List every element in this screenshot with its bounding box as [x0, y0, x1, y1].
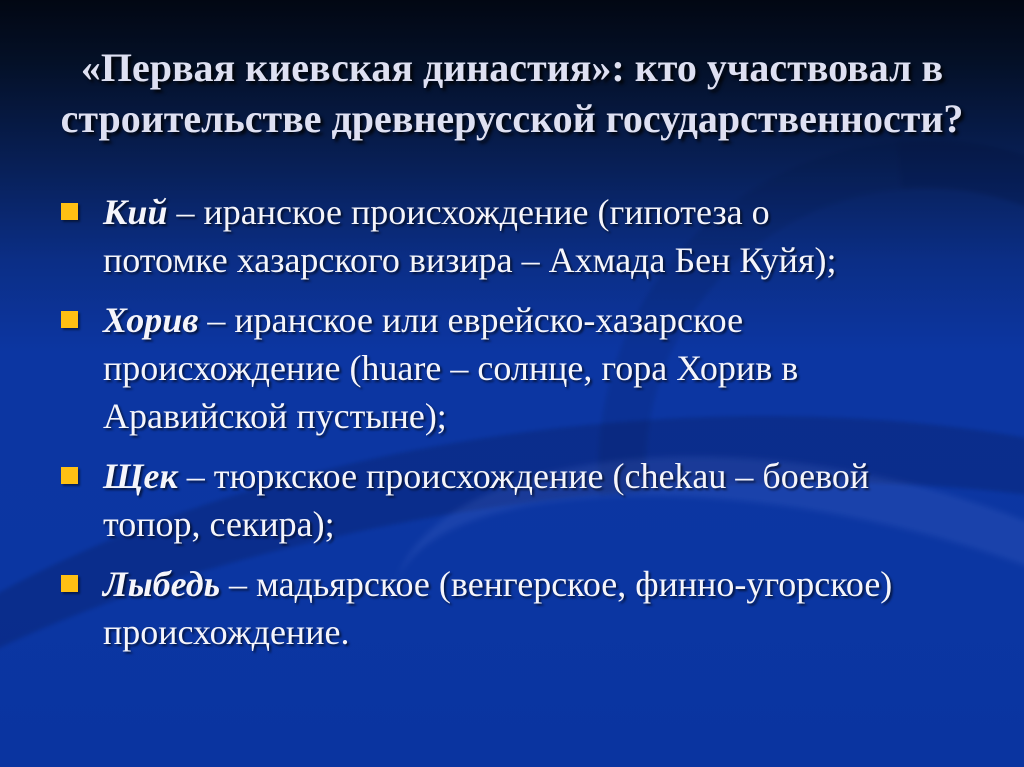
bullet-item-lybed: [61, 560, 1024, 656]
bullet-list: [0, 188, 1024, 656]
bullet-text: [103, 296, 798, 440]
bullet-text: [103, 452, 869, 548]
bullet-square-icon: [61, 311, 78, 328]
bullet-line: [103, 452, 869, 500]
bullet-line: [103, 188, 837, 236]
bullet-square-icon: [61, 203, 78, 220]
bullet-line: происхождение (huare – солнце, гора Хорив в: [103, 348, 799, 388]
bullet-line-rest: – мадьярское (венгерское, финно-угорское): [220, 564, 893, 604]
bullet-line-rest: – тюркское происхождение (chekau – боевой: [177, 456, 870, 496]
bullet-line: Аравийской пустыне);: [103, 396, 447, 436]
bullet-square-icon: [61, 467, 78, 484]
bullet-line-rest: – иранское происхождение (гипотеза о: [167, 192, 770, 232]
bullet-text: [103, 188, 837, 284]
bullet-term: Кий: [103, 192, 168, 232]
slide-title: [0, 42, 1024, 144]
bullet-term: Хорив: [103, 300, 199, 340]
bullet-item-kiy: [61, 188, 1024, 284]
bullet-text: [103, 560, 892, 656]
bullet-line: потомке хазарского визира – Ахмада Бен Куйя);: [103, 240, 837, 280]
bullet-item-khoriv: [61, 296, 1024, 440]
bullet-item-shchek: [61, 452, 1024, 548]
bullet-line: происхождение.: [103, 612, 350, 652]
slide-title-line-1: «Первая киевская династия»: кто участвовал в: [80, 45, 944, 90]
bullet-line-rest: – иранское или еврейско-хазарское: [198, 300, 744, 340]
slide-title-line-2: строительстве древнерусской государственности?: [60, 96, 964, 141]
bullet-square-icon: [61, 575, 78, 592]
bullet-term: Щек: [103, 456, 178, 496]
bullet-line: [103, 296, 798, 344]
bullet-line: топор, секира);: [103, 504, 335, 544]
bullet-line: [103, 560, 892, 608]
bullet-term: Лыбедь: [103, 564, 221, 604]
